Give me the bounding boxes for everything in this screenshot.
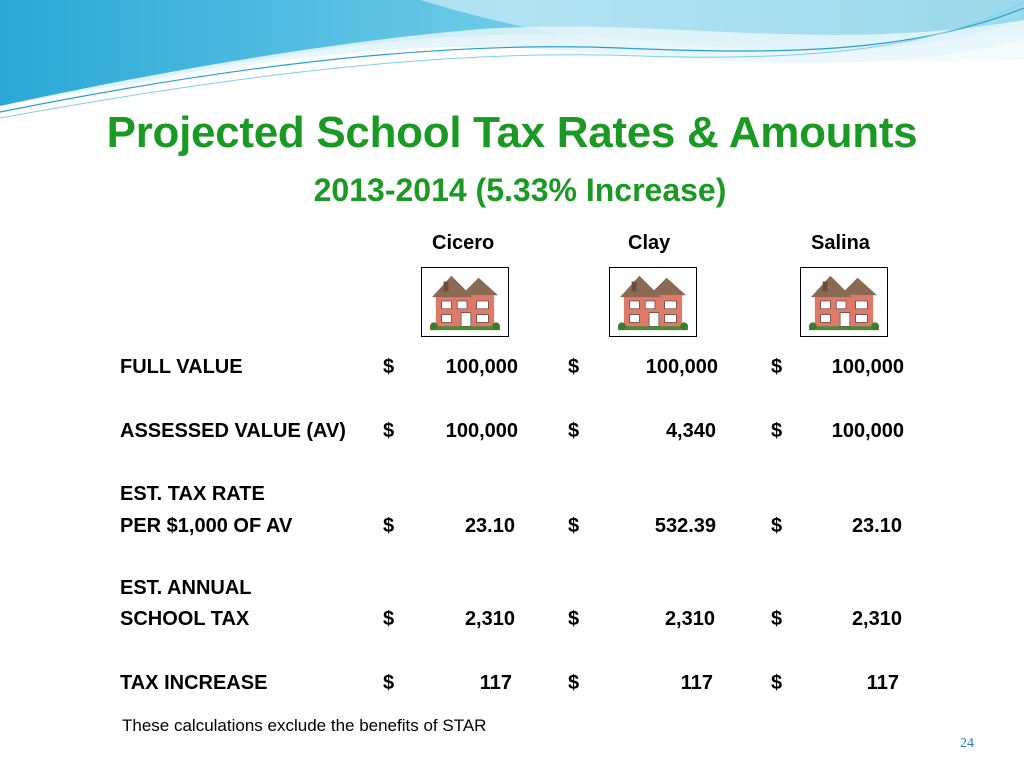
dollar-sign: $ <box>383 420 395 442</box>
dollar-sign: $ <box>568 672 580 694</box>
value-cell: 100,000 <box>445 356 518 378</box>
value-cell: 2,310 <box>664 608 715 630</box>
row-label-tax-rate-line2: PER $1,000 OF AV <box>120 515 293 537</box>
dollar-sign: $ <box>383 608 395 630</box>
house-image-salina <box>800 267 888 337</box>
value-cell: 532.39 <box>654 515 716 537</box>
dollar-sign: $ <box>568 420 580 442</box>
house-image-clay <box>609 267 697 337</box>
value-cell: 117 <box>479 672 512 694</box>
house-icon <box>422 268 508 336</box>
row-label-annual-tax-line2: SCHOOL TAX <box>120 608 250 630</box>
row-label-full-value: FULL VALUE <box>120 356 243 378</box>
house-icon <box>610 268 696 336</box>
page-number: 24 <box>960 736 974 751</box>
column-header-cicero: Cicero <box>432 232 495 254</box>
row-label-assessed-value: ASSESSED VALUE (AV) <box>120 420 346 442</box>
dollar-sign: $ <box>383 672 395 694</box>
value-cell: 4,340 <box>665 420 716 442</box>
slide-title: Projected School Tax Rates & Amounts <box>106 108 918 157</box>
dollar-sign: $ <box>771 356 783 378</box>
value-cell: 117 <box>680 672 713 694</box>
dollar-sign: $ <box>568 515 580 537</box>
dollar-sign: $ <box>771 672 783 694</box>
value-cell: 23.10 <box>851 515 902 537</box>
value-cell: 117 <box>866 672 899 694</box>
footnote: These calculations exclude the benefits of STAR <box>122 716 487 735</box>
column-header-clay: Clay <box>628 232 671 254</box>
dollar-sign: $ <box>771 608 783 630</box>
value-cell: 100,000 <box>645 356 718 378</box>
value-cell: 23.10 <box>464 515 515 537</box>
value-cell: 100,000 <box>831 356 904 378</box>
dollar-sign: $ <box>568 608 580 630</box>
value-cell: 2,310 <box>851 608 902 630</box>
dollar-sign: $ <box>771 515 783 537</box>
value-cell: 100,000 <box>831 420 904 442</box>
dollar-sign: $ <box>568 356 580 378</box>
value-cell: 2,310 <box>464 608 515 630</box>
slide-subtitle: 2013-2014 (5.33% Increase) <box>313 172 727 208</box>
dollar-sign: $ <box>383 515 395 537</box>
house-icon <box>801 268 887 336</box>
column-header-salina: Salina <box>811 232 870 254</box>
dollar-sign: $ <box>771 420 783 442</box>
house-image-cicero <box>421 267 509 337</box>
row-label-tax-increase: TAX INCREASE <box>120 672 268 694</box>
value-cell: 100,000 <box>445 420 518 442</box>
row-label-annual-tax-line1: EST. ANNUAL <box>120 577 252 599</box>
dollar-sign: $ <box>383 356 395 378</box>
row-label-tax-rate-line1: EST. TAX RATE <box>120 483 265 505</box>
